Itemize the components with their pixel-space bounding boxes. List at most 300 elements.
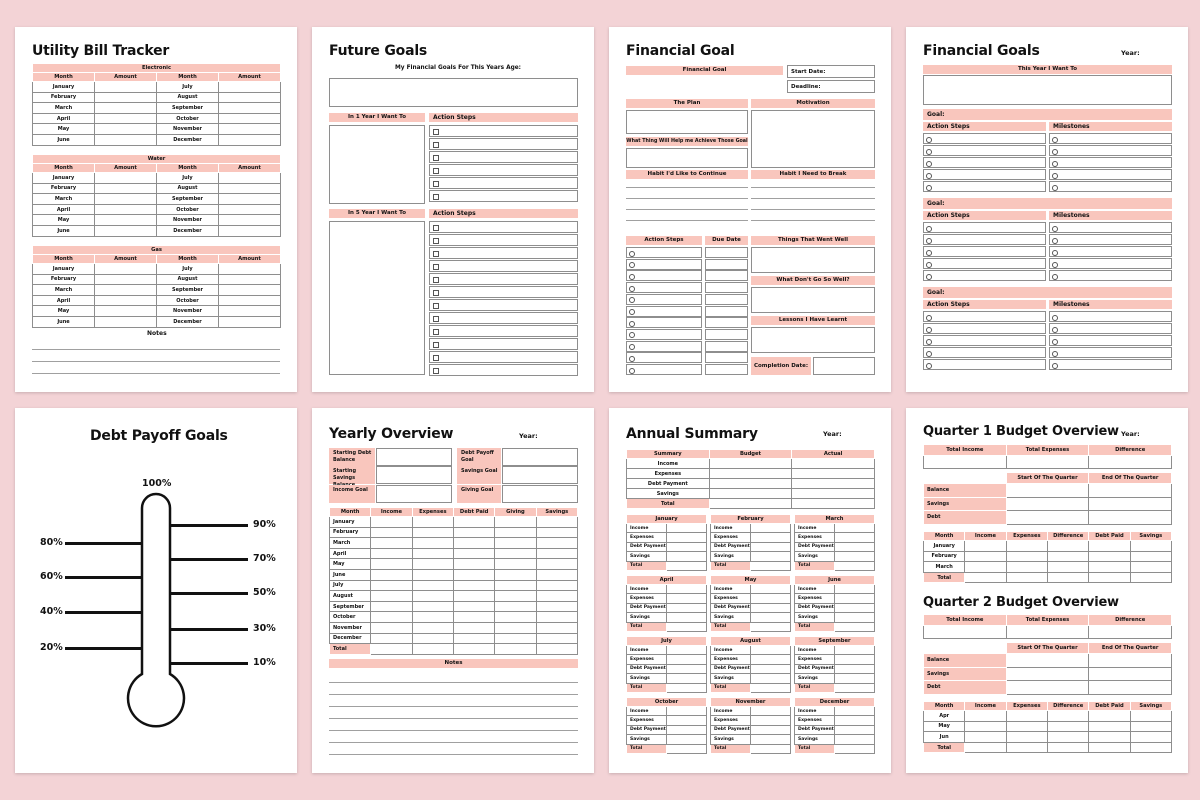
action-step-row[interactable] xyxy=(626,282,702,293)
value-cell[interactable] xyxy=(1130,562,1171,573)
radio-circle[interactable] xyxy=(926,363,932,369)
value-cell[interactable] xyxy=(536,527,577,538)
value-cell[interactable] xyxy=(453,538,494,549)
value-cell[interactable] xyxy=(1047,711,1088,722)
value-cell[interactable] xyxy=(1006,626,1089,639)
radio-circle[interactable] xyxy=(629,297,635,303)
value-cell[interactable] xyxy=(965,562,1006,573)
action-step-row[interactable] xyxy=(626,329,702,340)
habit-break-line[interactable] xyxy=(751,209,875,210)
value-cell[interactable] xyxy=(751,613,791,622)
amount-cell[interactable] xyxy=(219,274,281,285)
value-cell[interactable] xyxy=(1089,484,1172,498)
value-cell[interactable] xyxy=(835,683,875,692)
action-step-row[interactable] xyxy=(429,273,578,285)
value-cell[interactable] xyxy=(1089,732,1130,743)
value-cell[interactable] xyxy=(495,548,536,559)
amount-cell[interactable] xyxy=(219,225,281,236)
value-cell[interactable] xyxy=(751,707,791,716)
action-step-row[interactable] xyxy=(626,317,702,328)
amount-cell[interactable] xyxy=(219,316,281,327)
total-cell[interactable] xyxy=(1006,742,1047,753)
value-cell[interactable] xyxy=(536,569,577,580)
milestone-row[interactable] xyxy=(1049,359,1172,370)
notes-line[interactable] xyxy=(329,718,578,719)
radio-circle[interactable] xyxy=(629,309,635,315)
milestone-row[interactable] xyxy=(1049,311,1172,322)
this-year-box[interactable] xyxy=(923,75,1172,105)
amount-cell[interactable] xyxy=(219,306,281,317)
radio-circle[interactable] xyxy=(1052,137,1058,143)
total-cell[interactable] xyxy=(1006,572,1047,583)
value-cell[interactable] xyxy=(536,612,577,623)
value-cell[interactable] xyxy=(453,517,494,528)
radio-circle[interactable] xyxy=(1052,327,1058,333)
amount-cell[interactable] xyxy=(95,316,157,327)
milestone-row[interactable] xyxy=(1049,222,1172,233)
value-cell[interactable] xyxy=(667,533,707,542)
amount-cell[interactable] xyxy=(95,215,157,226)
radio-circle[interactable] xyxy=(1052,226,1058,232)
checkbox[interactable] xyxy=(433,368,439,374)
milestone-row[interactable] xyxy=(1049,270,1172,281)
action-step-row[interactable] xyxy=(626,352,702,363)
radio-circle[interactable] xyxy=(926,161,932,167)
value-cell[interactable] xyxy=(412,569,453,580)
habit-continue-line[interactable] xyxy=(626,209,748,210)
value-cell[interactable] xyxy=(1089,667,1172,681)
one-year-box[interactable] xyxy=(329,125,425,204)
value-cell[interactable] xyxy=(453,559,494,570)
value-cell[interactable] xyxy=(751,646,791,655)
value-cell[interactable] xyxy=(751,622,791,631)
value-cell[interactable] xyxy=(1006,681,1089,695)
action-step-row[interactable] xyxy=(923,335,1046,346)
value-cell[interactable] xyxy=(751,655,791,664)
action-step-row[interactable] xyxy=(923,181,1046,192)
radio-circle[interactable] xyxy=(926,137,932,143)
value-cell[interactable] xyxy=(453,601,494,612)
value-cell[interactable] xyxy=(1089,654,1172,668)
value-cell[interactable] xyxy=(1089,562,1130,573)
value-cell[interactable] xyxy=(751,552,791,561)
value-cell[interactable] xyxy=(667,594,707,603)
value-cell[interactable] xyxy=(1006,456,1089,469)
milestone-row[interactable] xyxy=(1049,169,1172,180)
value-cell[interactable] xyxy=(1006,484,1089,498)
value-cell[interactable] xyxy=(667,683,707,692)
value-cell[interactable] xyxy=(412,527,453,538)
amount-cell[interactable] xyxy=(219,134,281,145)
radio-circle[interactable] xyxy=(629,356,635,362)
value-cell[interactable] xyxy=(1130,711,1171,722)
value-cell[interactable] xyxy=(751,664,791,673)
habit-break-line[interactable] xyxy=(751,187,875,188)
amount-cell[interactable] xyxy=(95,306,157,317)
action-step-row[interactable] xyxy=(626,294,702,305)
action-step-row[interactable] xyxy=(429,164,578,176)
value-cell[interactable] xyxy=(667,622,707,631)
goal-field[interactable] xyxy=(502,466,578,484)
action-step-row[interactable] xyxy=(429,299,578,311)
amount-cell[interactable] xyxy=(219,295,281,306)
radio-circle[interactable] xyxy=(1052,351,1058,357)
total-cell[interactable] xyxy=(965,572,1006,583)
value-cell[interactable] xyxy=(667,613,707,622)
value-cell[interactable] xyxy=(751,603,791,612)
amount-cell[interactable] xyxy=(95,194,157,205)
value-cell[interactable] xyxy=(453,612,494,623)
action-step-row[interactable] xyxy=(923,347,1046,358)
radio-circle[interactable] xyxy=(1052,262,1058,268)
milestone-row[interactable] xyxy=(1049,335,1172,346)
value-cell[interactable] xyxy=(495,601,536,612)
amount-cell[interactable] xyxy=(95,103,157,114)
value-cell[interactable] xyxy=(751,674,791,683)
value-cell[interactable] xyxy=(1006,654,1089,668)
value-cell[interactable] xyxy=(835,561,875,570)
radio-circle[interactable] xyxy=(1052,274,1058,280)
value-cell[interactable] xyxy=(1089,721,1130,732)
milestone-row[interactable] xyxy=(1049,246,1172,257)
checkbox[interactable] xyxy=(433,168,439,174)
value-cell[interactable] xyxy=(965,541,1006,552)
value-cell[interactable] xyxy=(412,548,453,559)
value-cell[interactable] xyxy=(751,524,791,533)
value-cell[interactable] xyxy=(371,527,412,538)
milestone-row[interactable] xyxy=(1049,258,1172,269)
amount-cell[interactable] xyxy=(95,173,157,184)
value-cell[interactable] xyxy=(835,524,875,533)
value-cell[interactable] xyxy=(667,542,707,551)
total-cell[interactable] xyxy=(536,644,577,655)
due-date-cell[interactable] xyxy=(705,306,748,317)
checkbox[interactable] xyxy=(433,225,439,231)
radio-circle[interactable] xyxy=(926,238,932,244)
amount-cell[interactable] xyxy=(219,264,281,275)
value-cell[interactable] xyxy=(495,559,536,570)
value-cell[interactable] xyxy=(412,622,453,633)
radio-circle[interactable] xyxy=(926,327,932,333)
action-step-row[interactable] xyxy=(626,306,702,317)
radio-circle[interactable] xyxy=(1052,250,1058,256)
value-cell[interactable] xyxy=(495,622,536,633)
value-cell[interactable] xyxy=(835,603,875,612)
amount-cell[interactable] xyxy=(95,92,157,103)
value-cell[interactable] xyxy=(371,591,412,602)
value-cell[interactable] xyxy=(709,489,792,499)
amount-cell[interactable] xyxy=(95,285,157,296)
value-cell[interactable] xyxy=(536,622,577,633)
amount-cell[interactable] xyxy=(219,173,281,184)
value-cell[interactable] xyxy=(751,716,791,725)
notes-line[interactable] xyxy=(329,742,578,743)
value-cell[interactable] xyxy=(667,646,707,655)
action-step-row[interactable] xyxy=(429,151,578,163)
radio-circle[interactable] xyxy=(926,262,932,268)
completion-field[interactable] xyxy=(813,357,875,375)
value-cell[interactable] xyxy=(371,622,412,633)
action-step-row[interactable] xyxy=(429,125,578,137)
value-cell[interactable] xyxy=(835,585,875,594)
action-step-row[interactable] xyxy=(626,259,702,270)
amount-cell[interactable] xyxy=(95,264,157,275)
radio-circle[interactable] xyxy=(1052,339,1058,345)
due-date-cell[interactable] xyxy=(705,364,748,375)
due-date-cell[interactable] xyxy=(705,270,748,281)
action-step-row[interactable] xyxy=(429,260,578,272)
milestone-row[interactable] xyxy=(1049,181,1172,192)
value-cell[interactable] xyxy=(667,725,707,734)
value-cell[interactable] xyxy=(1089,626,1172,639)
radio-circle[interactable] xyxy=(629,286,635,292)
due-date-cell[interactable] xyxy=(705,317,748,328)
amount-cell[interactable] xyxy=(219,183,281,194)
action-step-row[interactable] xyxy=(429,221,578,233)
amount-cell[interactable] xyxy=(219,124,281,135)
value-cell[interactable] xyxy=(1089,497,1172,511)
goal-field[interactable] xyxy=(502,448,578,466)
value-cell[interactable] xyxy=(495,612,536,623)
five-year-box[interactable] xyxy=(329,221,425,375)
milestone-row[interactable] xyxy=(1049,234,1172,245)
action-step-row[interactable] xyxy=(429,234,578,246)
amount-cell[interactable] xyxy=(95,134,157,145)
action-step-row[interactable] xyxy=(923,311,1046,322)
value-cell[interactable] xyxy=(751,542,791,551)
action-step-row[interactable] xyxy=(429,325,578,337)
checkbox[interactable] xyxy=(433,277,439,283)
milestone-row[interactable] xyxy=(1049,323,1172,334)
value-cell[interactable] xyxy=(371,580,412,591)
value-cell[interactable] xyxy=(453,548,494,559)
value-cell[interactable] xyxy=(792,469,875,479)
lessons-box[interactable] xyxy=(751,327,875,353)
milestone-row[interactable] xyxy=(1049,145,1172,156)
value-cell[interactable] xyxy=(412,601,453,612)
checkbox[interactable] xyxy=(433,181,439,187)
action-step-row[interactable] xyxy=(429,247,578,259)
notes-line[interactable] xyxy=(329,682,578,683)
value-cell[interactable] xyxy=(667,674,707,683)
action-step-row[interactable] xyxy=(429,190,578,202)
value-cell[interactable] xyxy=(1089,511,1172,525)
action-step-row[interactable] xyxy=(626,270,702,281)
radio-circle[interactable] xyxy=(926,226,932,232)
value-cell[interactable] xyxy=(924,626,1007,639)
value-cell[interactable] xyxy=(792,489,875,499)
value-cell[interactable] xyxy=(371,559,412,570)
value-cell[interactable] xyxy=(412,580,453,591)
action-step-row[interactable] xyxy=(923,323,1046,334)
value-cell[interactable] xyxy=(835,716,875,725)
value-cell[interactable] xyxy=(835,707,875,716)
value-cell[interactable] xyxy=(751,561,791,570)
radio-circle[interactable] xyxy=(926,185,932,191)
radio-circle[interactable] xyxy=(926,149,932,155)
action-step-row[interactable] xyxy=(429,351,578,363)
value-cell[interactable] xyxy=(1006,497,1089,511)
value-cell[interactable] xyxy=(1047,541,1088,552)
value-cell[interactable] xyxy=(835,552,875,561)
value-cell[interactable] xyxy=(835,674,875,683)
checkbox[interactable] xyxy=(433,303,439,309)
value-cell[interactable] xyxy=(412,517,453,528)
value-cell[interactable] xyxy=(1089,711,1130,722)
value-cell[interactable] xyxy=(835,646,875,655)
value-cell[interactable] xyxy=(751,735,791,744)
value-cell[interactable] xyxy=(412,591,453,602)
value-cell[interactable] xyxy=(1089,551,1130,562)
value-cell[interactable] xyxy=(1006,511,1089,525)
value-cell[interactable] xyxy=(1006,721,1047,732)
habit-continue-line[interactable] xyxy=(626,187,748,188)
value-cell[interactable] xyxy=(835,613,875,622)
notes-line[interactable] xyxy=(329,706,578,707)
value-cell[interactable] xyxy=(667,744,707,753)
radio-circle[interactable] xyxy=(926,339,932,345)
action-step-row[interactable] xyxy=(626,364,702,375)
action-step-row[interactable] xyxy=(923,258,1046,269)
due-date-cell[interactable] xyxy=(705,341,748,352)
action-step-row[interactable] xyxy=(626,247,702,258)
value-cell[interactable] xyxy=(536,548,577,559)
checkbox[interactable] xyxy=(433,155,439,161)
value-cell[interactable] xyxy=(1047,732,1088,743)
due-date-cell[interactable] xyxy=(705,247,748,258)
radio-circle[interactable] xyxy=(926,250,932,256)
value-cell[interactable] xyxy=(371,548,412,559)
value-cell[interactable] xyxy=(371,517,412,528)
action-step-row[interactable] xyxy=(429,177,578,189)
value-cell[interactable] xyxy=(1089,456,1172,469)
action-step-row[interactable] xyxy=(626,341,702,352)
value-cell[interactable] xyxy=(1130,732,1171,743)
due-date-cell[interactable] xyxy=(705,294,748,305)
amount-cell[interactable] xyxy=(219,215,281,226)
amount-cell[interactable] xyxy=(219,285,281,296)
value-cell[interactable] xyxy=(536,580,577,591)
went-well-box[interactable] xyxy=(751,247,875,273)
radio-circle[interactable] xyxy=(926,173,932,179)
amount-cell[interactable] xyxy=(95,82,157,93)
checkbox[interactable] xyxy=(433,290,439,296)
radio-circle[interactable] xyxy=(629,251,635,257)
value-cell[interactable] xyxy=(1006,541,1047,552)
amount-cell[interactable] xyxy=(219,113,281,124)
checkbox[interactable] xyxy=(433,316,439,322)
action-step-row[interactable] xyxy=(429,364,578,376)
amount-cell[interactable] xyxy=(95,124,157,135)
value-cell[interactable] xyxy=(1047,721,1088,732)
value-cell[interactable] xyxy=(965,551,1006,562)
habit-continue-line[interactable] xyxy=(626,198,748,199)
amount-cell[interactable] xyxy=(95,274,157,285)
action-step-row[interactable] xyxy=(429,312,578,324)
value-cell[interactable] xyxy=(1047,551,1088,562)
amount-cell[interactable] xyxy=(219,103,281,114)
value-cell[interactable] xyxy=(835,735,875,744)
radio-circle[interactable] xyxy=(629,344,635,350)
value-cell[interactable] xyxy=(835,542,875,551)
value-cell[interactable] xyxy=(453,527,494,538)
value-cell[interactable] xyxy=(1130,541,1171,552)
habit-break-line[interactable] xyxy=(751,220,875,221)
value-cell[interactable] xyxy=(792,479,875,489)
amount-cell[interactable] xyxy=(95,225,157,236)
value-cell[interactable] xyxy=(1130,721,1171,732)
total-cell[interactable] xyxy=(965,742,1006,753)
action-step-row[interactable] xyxy=(429,286,578,298)
amount-cell[interactable] xyxy=(95,204,157,215)
age-goals-box[interactable] xyxy=(329,78,578,107)
value-cell[interactable] xyxy=(709,469,792,479)
checkbox[interactable] xyxy=(433,142,439,148)
value-cell[interactable] xyxy=(709,459,792,469)
value-cell[interactable] xyxy=(835,744,875,753)
action-step-row[interactable] xyxy=(923,157,1046,168)
checkbox[interactable] xyxy=(433,251,439,257)
amount-cell[interactable] xyxy=(219,82,281,93)
radio-circle[interactable] xyxy=(629,262,635,268)
due-date-cell[interactable] xyxy=(705,259,748,270)
value-cell[interactable] xyxy=(495,580,536,591)
value-cell[interactable] xyxy=(835,594,875,603)
value-cell[interactable] xyxy=(453,569,494,580)
notes-line[interactable] xyxy=(329,694,578,695)
radio-circle[interactable] xyxy=(629,368,635,374)
value-cell[interactable] xyxy=(453,633,494,644)
not-well-box[interactable] xyxy=(751,287,875,313)
radio-circle[interactable] xyxy=(1052,238,1058,244)
radio-circle[interactable] xyxy=(926,351,932,357)
radio-circle[interactable] xyxy=(1052,173,1058,179)
value-cell[interactable] xyxy=(1130,551,1171,562)
value-cell[interactable] xyxy=(835,622,875,631)
checkbox[interactable] xyxy=(433,264,439,270)
radio-circle[interactable] xyxy=(1052,185,1058,191)
value-cell[interactable] xyxy=(495,633,536,644)
value-cell[interactable] xyxy=(495,591,536,602)
value-cell[interactable] xyxy=(751,585,791,594)
value-cell[interactable] xyxy=(667,603,707,612)
value-cell[interactable] xyxy=(835,664,875,673)
action-step-row[interactable] xyxy=(923,234,1046,245)
due-date-cell[interactable] xyxy=(705,329,748,340)
value-cell[interactable] xyxy=(1006,667,1089,681)
value-cell[interactable] xyxy=(709,479,792,489)
value-cell[interactable] xyxy=(965,711,1006,722)
value-cell[interactable] xyxy=(412,559,453,570)
value-cell[interactable] xyxy=(835,533,875,542)
value-cell[interactable] xyxy=(536,538,577,549)
radio-circle[interactable] xyxy=(926,315,932,321)
radio-circle[interactable] xyxy=(1052,315,1058,321)
value-cell[interactable] xyxy=(536,633,577,644)
value-cell[interactable] xyxy=(709,499,792,509)
what-thing-box[interactable] xyxy=(626,148,748,168)
action-step-row[interactable] xyxy=(429,138,578,150)
value-cell[interactable] xyxy=(371,633,412,644)
value-cell[interactable] xyxy=(667,524,707,533)
value-cell[interactable] xyxy=(924,456,1007,469)
milestone-row[interactable] xyxy=(1049,347,1172,358)
radio-circle[interactable] xyxy=(926,274,932,280)
total-cell[interactable] xyxy=(453,644,494,655)
value-cell[interactable] xyxy=(453,622,494,633)
goal-field[interactable] xyxy=(502,485,578,503)
amount-cell[interactable] xyxy=(95,295,157,306)
